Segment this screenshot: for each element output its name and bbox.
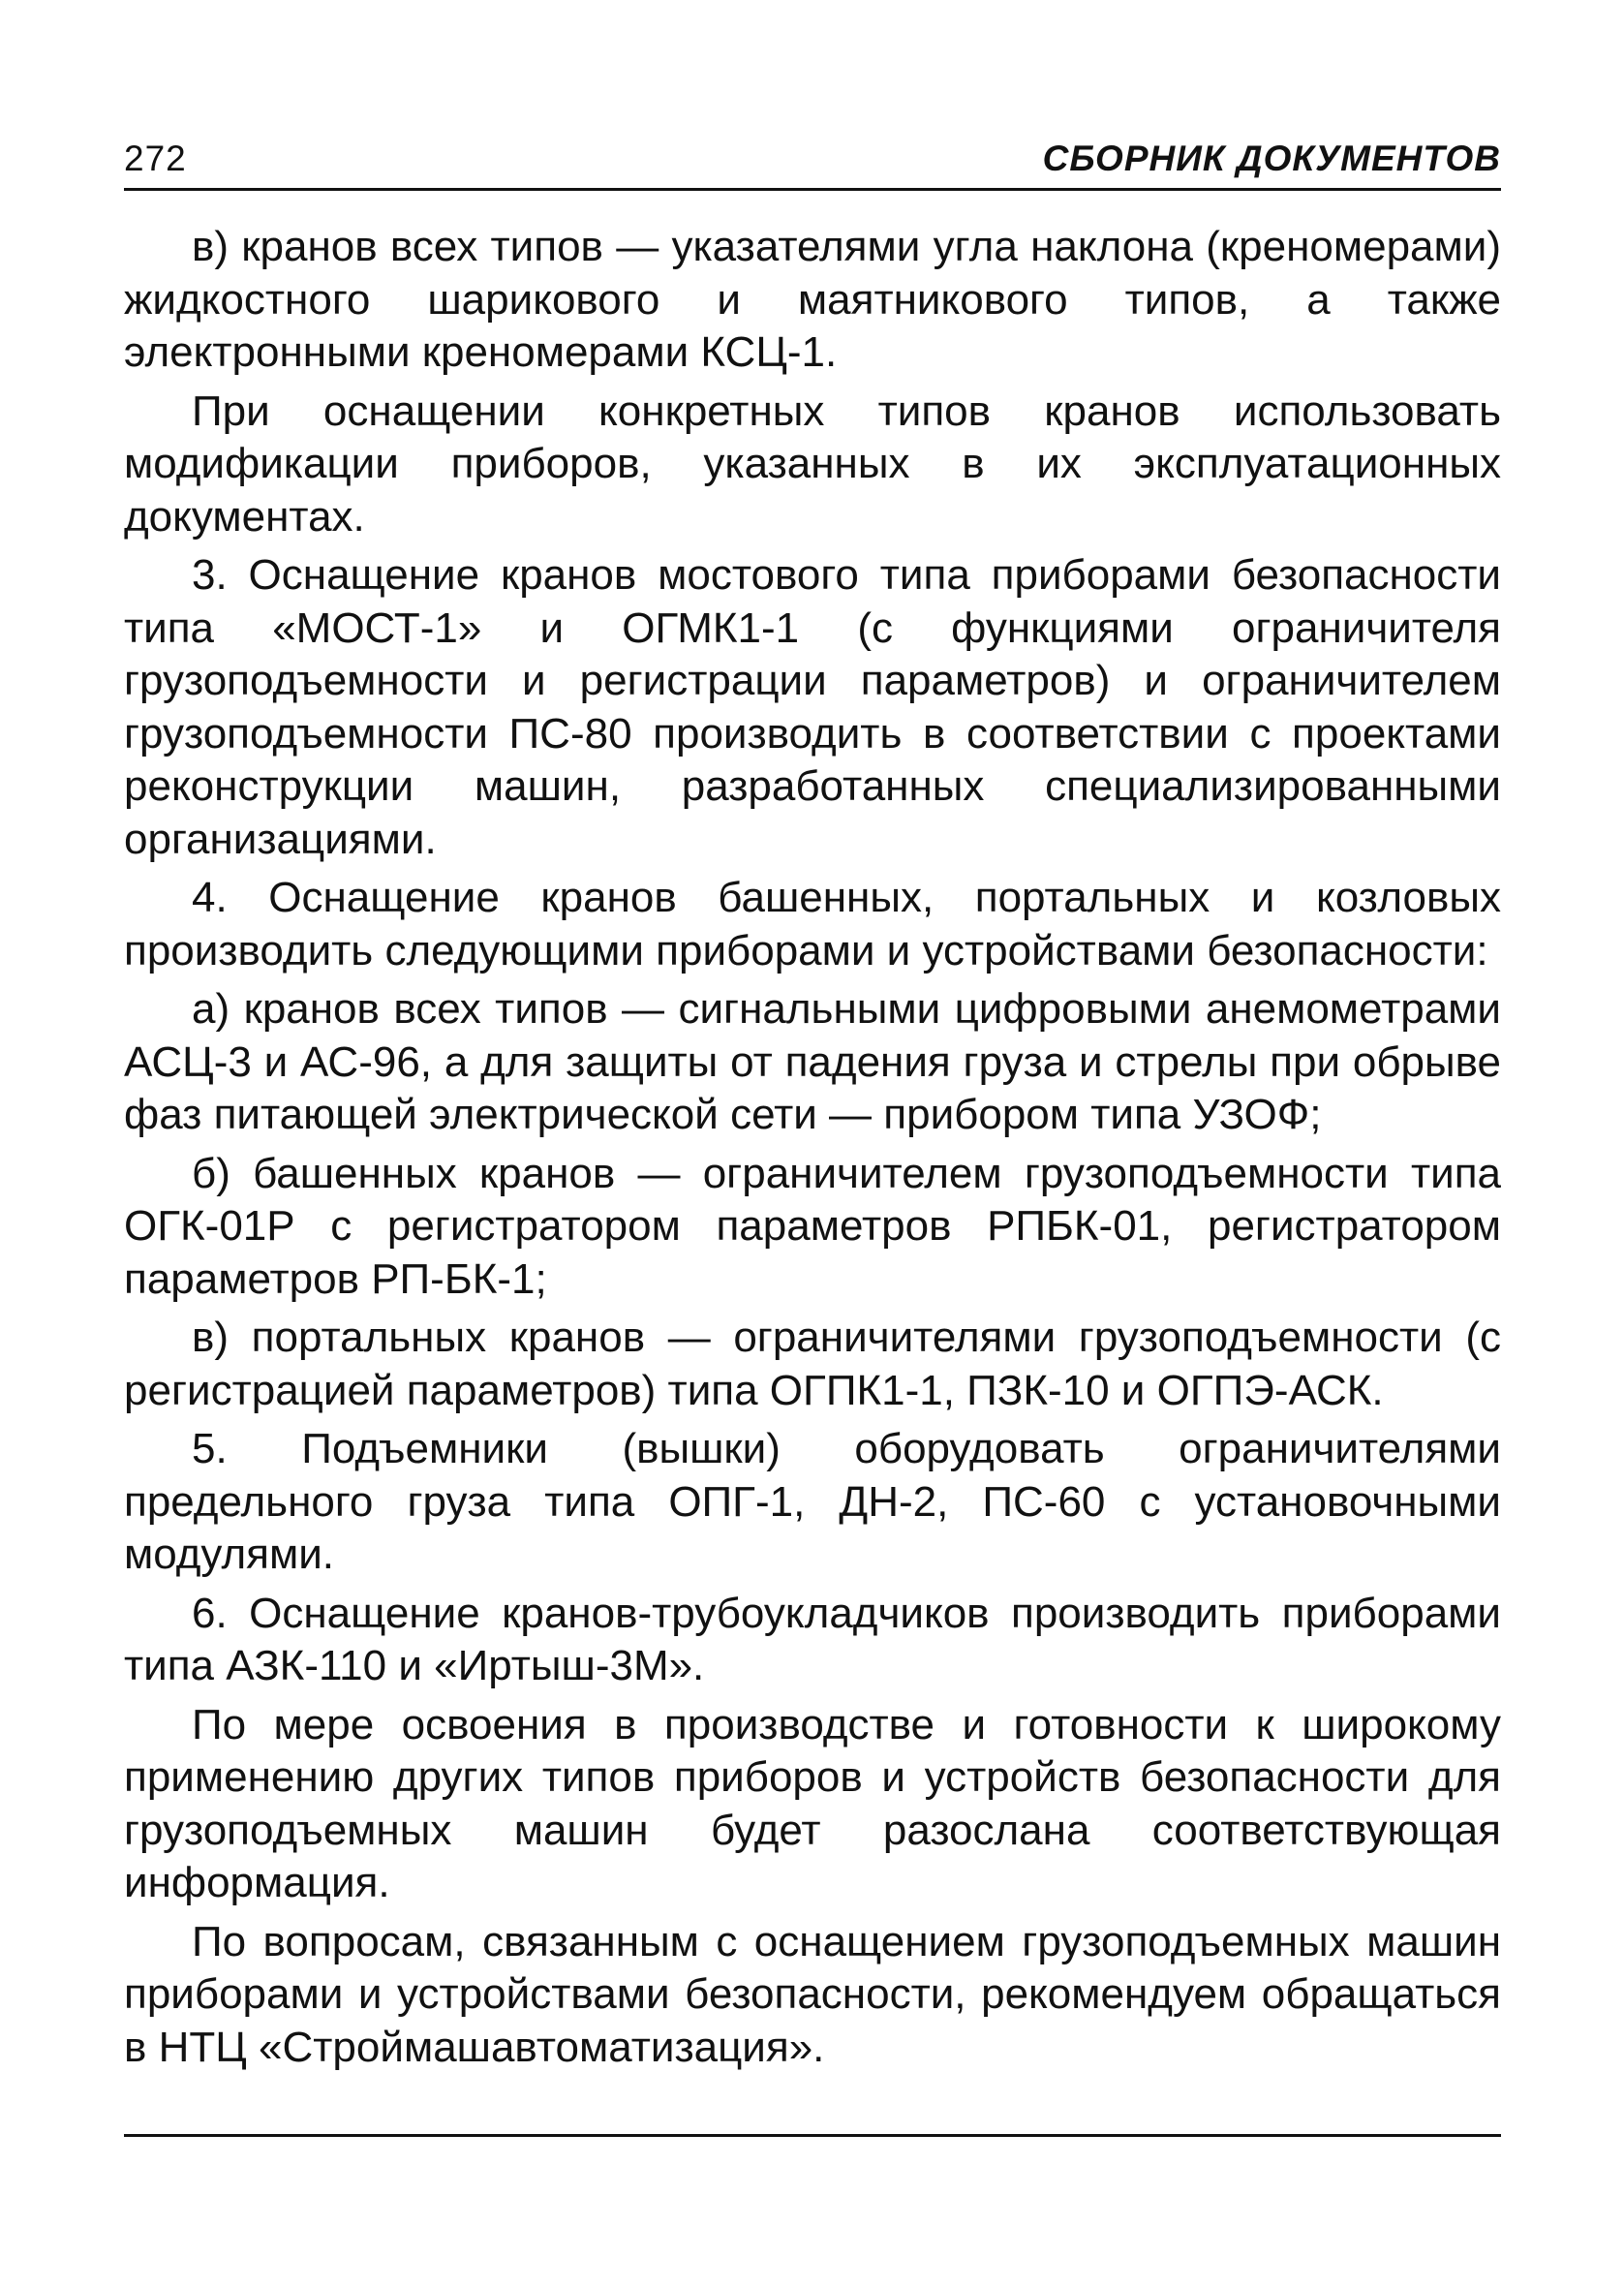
paragraph: а) кранов всех типов — сигнальными цифровыми анемометрами АСЦ-3 и АС-96, а для защиты от падения груза и стрелы при обрыве фаз питающей электрической сети — прибором типа УЗОФ; — [124, 985, 1501, 1138]
paragraph: По мере освоения в производстве и готовности к широкому применению других типов приборов и устройств безопасности для грузоподъемных машин будет разослана соответствующая информация. — [124, 1700, 1501, 1906]
paragraph: 4. Оснащение кранов башенных, портальных и козловых производить следующими приборами и устройствами безопасности: — [124, 874, 1501, 974]
paragraph: 5. Подъемники (вышки) оборудовать ограничителями предельного груза типа ОПГ-1, ДН-2, ПС-60 с установочными модулями. — [124, 1425, 1501, 1578]
paragraph: 3. Оснащение кранов мостового типа приборами безопасности типа «МОСТ-1» и ОГМК1-1 (с функциями ограничителя грузоподъемности и регистрации параметров) и ограничителем грузоподъемности ПС-80 производить в соответствии с проектами реконструкции машин, разработанных специализированными организациями. — [124, 551, 1501, 863]
running-title: СБОРНИК ДОКУМЕНТОВ — [1042, 139, 1501, 178]
paragraph: При оснащении конкретных типов кранов использовать модификации приборов, указанных в их эксплуатационных документах. — [124, 387, 1501, 541]
document-body — [124, 221, 1501, 2080]
paragraph: б) башенных кранов — ограничителем грузоподъемности типа ОГК-01Р с регистратором параметров РПБК-01, регистратором параметров РП-БК-1; — [124, 1149, 1501, 1303]
paragraph: По вопросам, связанным с оснащением грузоподъемных машин приборами и устройствами безопасности, рекомендуем обращаться в НТЦ «Строймашавтоматизация». — [124, 1917, 1501, 2071]
paragraph: 6. Оснащение кранов-трубоукладчиков производить приборами типа АЗК-110 и «Иртыш-3М». — [124, 1589, 1501, 1689]
paragraph: в) кранов всех типов — указателями угла наклона (креномерами) жидкостного шарикового и маятникового типов, а также электронными креномерами КСЦ-1. — [124, 223, 1501, 376]
page-header — [124, 134, 1501, 191]
paragraph: в) портальных кранов — ограничителями грузоподъемности (с регистрацией параметров) типа ОГПК1-1, ПЗК-10 и ОГПЭ-АСК. — [124, 1314, 1501, 1414]
footer-rule — [124, 2134, 1501, 2137]
page-number: 272 — [124, 139, 187, 178]
